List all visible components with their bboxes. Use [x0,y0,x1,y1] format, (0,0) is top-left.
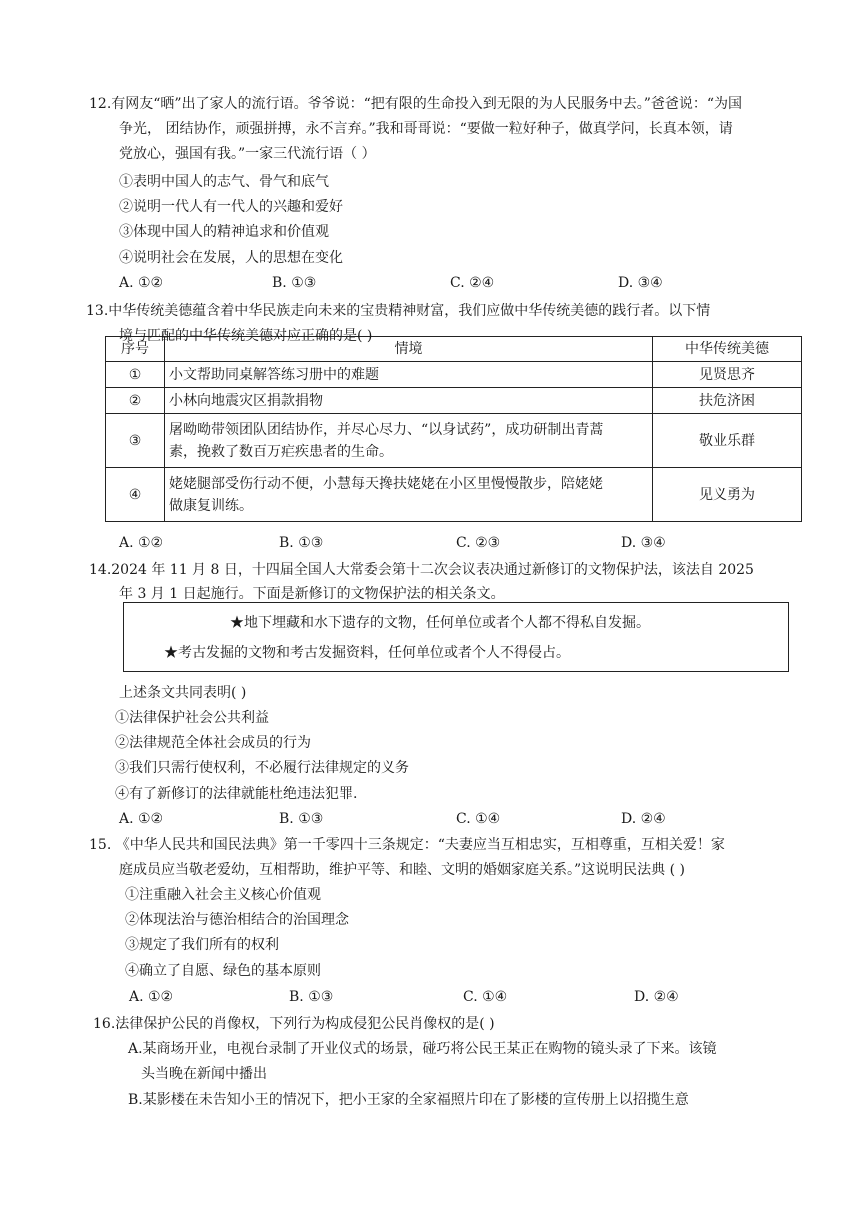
q12-option-d[interactable]: D. ③④ [618,275,663,291]
q14-item-2: ②法律规范全体社会成员的行为 [115,735,311,751]
row-situation-line: 姥姥腿部受伤行动不便，小慧每天搀扶姥姥在小区里慢慢散步，陪姥姥 [169,475,603,492]
q15-stem-line-1: 15. 《中华人民共和国民法典》第一千零四十三条规定：“夫妻应当互相忠实，互相尊重，互相关爱！家 [89,837,725,853]
q14-option-c[interactable]: C. ①④ [456,811,501,827]
q14-item-3: ③我们只需行使权利，不必履行法律规定的义务 [115,760,409,776]
q16-option-a-line-1[interactable]: A.某商场开业，电视台录制了开业仪式的场景，碰巧将公民王某正在购物的镜头录了下来。该镜 [128,1041,717,1057]
q12-item-3: ③体现中国人的精神追求和价值观 [119,224,329,240]
q12-item-1: ①表明中国人的志气、骨气和底气 [119,174,329,190]
q16-option-b[interactable]: B.某影楼在未告知小王的情况下，把小王家的全家福照片印在了影楼的宣传册上以招揽生意 [128,1092,689,1108]
q13-option-b[interactable]: B. ①③ [279,535,324,551]
row-number: ② [106,388,165,414]
q12-stem-line-3: 党放心，强国有我。”一家三代流行语（ ） [119,146,376,162]
table-row [106,388,802,414]
q14-stem-line-2: 年 3 月 1 日起施行。下面是新修订的文物保护法的相关条文。 [119,586,505,602]
q12-option-b[interactable]: B. ①③ [272,275,317,291]
law-excerpt-line-2: ★考古发掘的文物和考古发掘资料，任何单位或者个人不得侵占。 [164,645,570,661]
q16-stem: 16.法律保护公民的肖像权，下列行为构成侵犯公民肖像权的是( ) [93,1016,495,1032]
q12-item-4: ④说明社会在发展，人的思想在变化 [119,250,343,266]
row-virtue: 敬业乐群 [653,414,802,468]
q16-option-a-line-2[interactable]: 头当晚在新闻中播出 [141,1066,267,1082]
q15-option-b[interactable]: B. ①③ [289,989,334,1005]
law-excerpt-box [123,602,789,672]
q13-option-c[interactable]: C. ②③ [456,535,501,551]
q12-item-2: ②说明一代人有一代人的兴趣和爱好 [119,199,343,215]
row-number: ③ [106,414,165,468]
q15-item-4: ④确立了自愿、绿色的基本原则 [125,963,321,979]
row-number: ① [106,362,165,388]
q14-question: 上述条文共同表明( ) [119,685,247,701]
virtue-table [105,336,802,522]
table-row [106,468,802,522]
q15-option-c[interactable]: C. ①④ [463,989,508,1005]
row-number: ④ [106,468,165,522]
q15-item-3: ③规定了我们所有的权利 [125,937,279,953]
row-situation [165,468,653,522]
q14-option-d[interactable]: D. ②④ [621,811,666,827]
q14-item-4: ④有了新修订的法律就能杜绝违法犯罪. [115,786,358,802]
q12-option-c[interactable]: C. ②④ [450,275,495,291]
table-row [106,362,802,388]
law-excerpt-line-1: ★地下埋藏和水下遗存的文物，任何单位或者个人都不得私自发掘。 [230,615,650,631]
q15-stem-line-2: 庭成员应当敬老爱幼，互相帮助，维护平等、和睦、文明的婚姻家庭关系。”这说明民法典 ( ) [119,862,685,878]
row-virtue: 见义勇为 [653,468,802,522]
q14-item-1: ①法律保护社会公共利益 [115,710,269,726]
q15-option-d[interactable]: D. ②④ [634,989,679,1005]
header-situation: 情境 [165,337,653,362]
q14-option-a[interactable]: A. ①② [119,811,164,827]
q15-item-2: ②体现法治与德治相结合的治国理念 [125,912,349,928]
q13-option-a[interactable]: A. ①② [119,535,164,551]
row-virtue: 扶危济困 [653,388,802,414]
q12-option-a[interactable]: A. ①② [119,275,164,291]
q15-options [0,987,860,1007]
q14-option-b[interactable]: B. ①③ [279,811,324,827]
row-situation: 小文帮助同桌解答练习册中的难题 [165,362,653,388]
row-situation-line: 做康复训练。 [169,497,253,514]
q14-options [0,809,860,829]
q13-options [0,533,860,553]
q12-stem-line-2: 争光， 团结协作，顽强拼搏，永不言弃。”我和哥哥说：“要做一粒好种子，做真学问，长真本领，请 [119,121,733,137]
header-virtue: 中华传统美德 [653,337,802,362]
table-row [106,414,802,468]
q12-stem-line-1: 12.有网友“晒”出了家人的流行语。爷爷说：“把有限的生命投入到无限的为人民服务中去。”爸爸说：“为国 [89,96,743,112]
row-situation [165,414,653,468]
q15-option-a[interactable]: A. ①② [129,989,174,1005]
row-situation-line: 屠呦呦带领团队团结协作，并尽心尽力、“以身试药”，成功研制出青蒿 [169,421,604,438]
q14-stem-line-1: 14.2024 年 11 月 8 日，十四届全国人大常委会第十二次会议表决通过新修订的文物保护法，该法自 2025 [89,562,754,578]
q13-stem-line-2: 境与匹配的中华传统美德对应正确的是( ) [119,328,373,344]
q15-item-1: ①注重融入社会主义核心价值观 [125,887,321,903]
q12-options [0,273,860,293]
header-number: 序号 [106,337,165,362]
row-situation: 小林向地震灾区捐款捐物 [165,388,653,414]
q13-option-d[interactable]: D. ③④ [621,535,666,551]
q13-stem-line-1: 13.中华传统美德蕴含着中华民族走向未来的宝贵精神财富，我们应做中华传统美德的践行者。以下情 [86,303,711,319]
row-virtue: 见贤思齐 [653,362,802,388]
row-situation-line: 素，挽救了数百万疟疾患者的生命。 [169,443,393,460]
